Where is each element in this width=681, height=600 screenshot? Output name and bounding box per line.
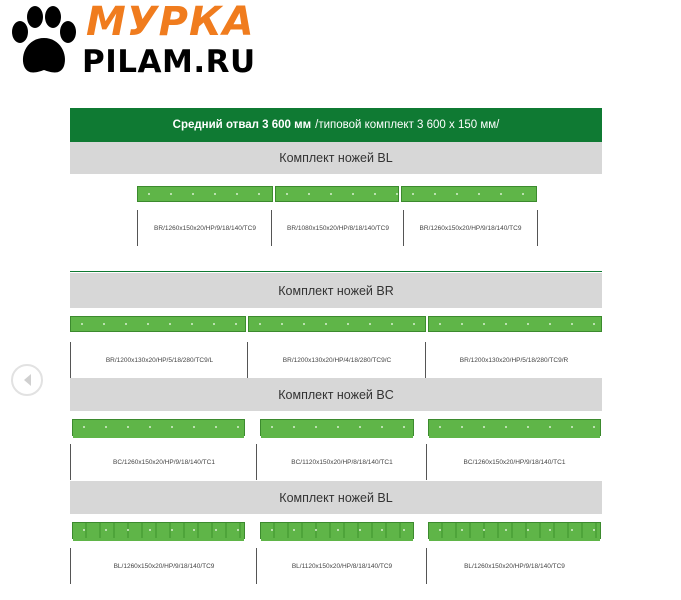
blade: [70, 316, 246, 332]
blade-label: BC/1260x150x20/HP/9/18/140/TC1: [70, 444, 257, 480]
blade-label: BC/1260x150x20/HP/9/18/140/TC1: [426, 444, 602, 480]
blade: [428, 316, 602, 332]
section-title: Комплект ножей BC: [70, 378, 602, 411]
label-row: [70, 342, 602, 378]
blade-label: BR/1200x130x20/HP/5/18/280/TC9/R: [425, 342, 602, 378]
header-title-bold: Средний отвал 3 600 мм: [172, 119, 312, 131]
blade-label: BC/1120x150x20/HP/8/18/140/TC1: [256, 444, 427, 480]
blade: [275, 186, 399, 202]
label-row: [137, 210, 537, 246]
blade-label: BR/1260x150x20/HP/9/18/140/TC9: [137, 210, 272, 246]
paw-icon: [6, 6, 82, 78]
blade-label: BR/1260x150x20/HP/9/18/140/TC9: [403, 210, 538, 246]
blade-label: BR/1200x130x20/HP/4/18/280/TC9/C: [247, 342, 426, 378]
blade-label: BL/1260x150x20/HP/9/18/140/TC9: [426, 548, 602, 584]
blade: [260, 522, 414, 539]
blade: [428, 419, 601, 436]
section-title: Комплект ножей BL: [70, 481, 602, 514]
blade-label: BR/1200x130x20/HP/5/18/280/TC9/L: [70, 342, 248, 378]
blade: [137, 186, 273, 202]
header-bar: [70, 108, 602, 142]
label-row: [70, 548, 602, 584]
section-title: Комплект ножей BR: [70, 273, 602, 308]
blade: [72, 522, 245, 539]
blade: [260, 419, 414, 436]
header-title-rest: /типовой комплект 3 600 x 150 мм/: [315, 119, 500, 131]
blade-label: BL/1120x150x20/HP/8/18/140/TC9: [256, 548, 427, 584]
chevron-left-icon: [21, 373, 35, 387]
blade: [401, 186, 537, 202]
blade-label: BR/1080x150x20/HP/8/18/140/TC9: [271, 210, 404, 246]
blade-label: BL/1260x150x20/HP/9/18/140/TC9: [70, 548, 257, 584]
divider: [70, 271, 602, 272]
gallery-prev-button[interactable]: [11, 364, 43, 396]
blade: [72, 419, 245, 436]
logo-top-text: МУРКА: [86, 0, 255, 45]
section-title: Комплект ножей BL: [70, 142, 602, 174]
blade: [428, 522, 601, 539]
logo-bottom-text: PILAM.RU: [82, 44, 256, 80]
blade: [248, 316, 426, 332]
label-row: [70, 444, 602, 480]
site-logo[interactable]: [0, 0, 270, 82]
